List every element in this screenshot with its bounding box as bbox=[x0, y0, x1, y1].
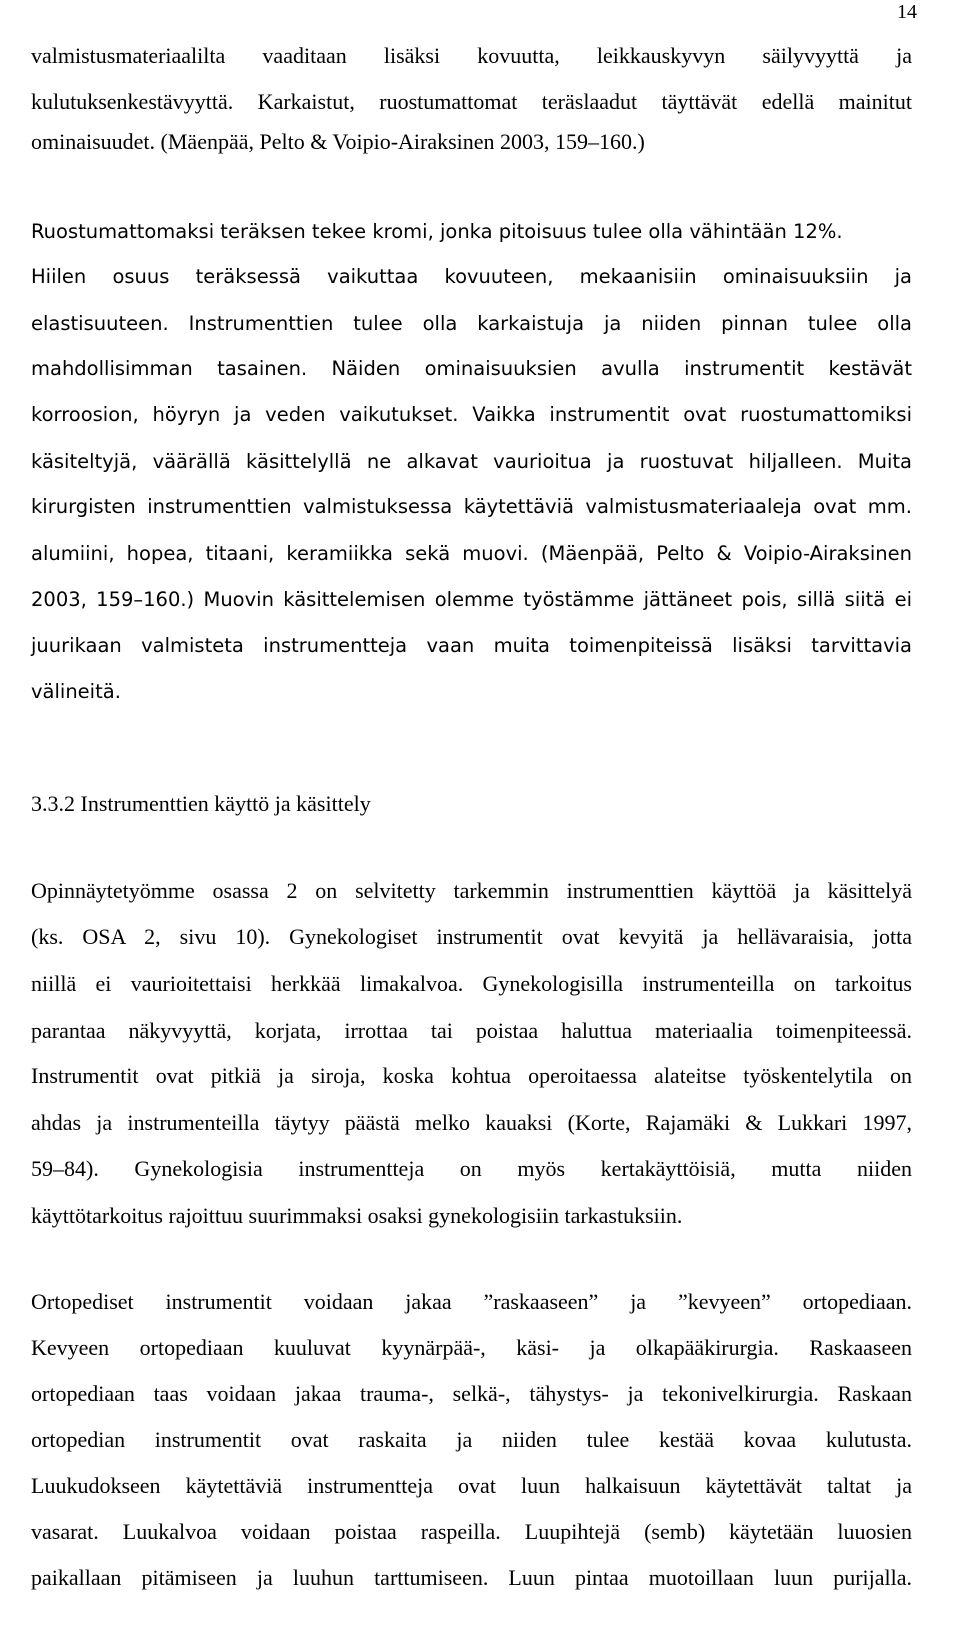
text-line: ominaisuudet. (Mäenpää, Pelto & Voipio-Airaksinen 2003, 159–160.) bbox=[31, 129, 645, 154]
text-line: Luukudokseen käytettäviä instrumentteja ovat luun halkaisuun käytettävät taltat ja bbox=[31, 1473, 912, 1498]
text-line: Hiilen osuus teräksessä vaikuttaa kovuuteen, mekaanisiin ominaisuuksiin ja bbox=[31, 265, 912, 288]
text-line: juurikaan valmisteta instrumentteja vaan muita toimenpiteissä lisäksi tarvittavia bbox=[31, 634, 912, 657]
text-line: alumiini, hopea, titaani, keramiikka sekä muovi. (Mäenpää, Pelto & Voipio-Airaksinen bbox=[31, 542, 912, 565]
text-line: ahdas ja instrumenteilla täytyy päästä melko kauaksi (Korte, Rajamäki & Lukkari 1997, bbox=[31, 1110, 912, 1135]
text-line: ortopediaan taas voidaan jakaa trauma-, selkä-, tähystys- ja tekonivelkirurgia. Raskaan bbox=[31, 1381, 912, 1406]
text-line: vasarat. Luukalvoa voidaan poistaa raspeilla. Luupihtejä (semb) käytetään luuosien bbox=[31, 1519, 912, 1544]
text-line: Opinnäytetyömme osassa 2 on selvitetty tarkemmin instrumenttien käyttöä ja käsittelyä bbox=[31, 878, 912, 903]
text-line: käsiteltyjä, väärällä käsittelyllä ne alkavat vaurioitua ja ruostuvat hiljalleen. Muita bbox=[31, 450, 912, 473]
text-line: kirurgisten instrumenttien valmistuksessa käytettäviä valmistusmateriaaleja ovat mm. bbox=[31, 495, 912, 518]
text-line: elastisuuteen. Instrumenttien tulee olla karkaistuja ja niiden pinnan tulee olla bbox=[31, 312, 912, 335]
text-line: Ortopediset instrumentit voidaan jakaa ”raskaaseen” ja ”kevyeen” ortopediaan. bbox=[31, 1289, 912, 1314]
text-line: Kevyeen ortopediaan kuuluvat kyynärpää-, käsi- ja olkapääkirurgia. Raskaaseen bbox=[31, 1335, 912, 1360]
text-line: välineitä. bbox=[31, 680, 121, 703]
text-line: kulutuksenkestävyyttä. Karkaistut, ruostumattomat teräslaadut täyttävät edellä mainitut bbox=[31, 89, 912, 114]
page-number: 14 bbox=[897, 1, 917, 23]
text-line: 59–84). Gynekologisia instrumentteja on myös kertakäyttöisiä, mutta niiden bbox=[31, 1156, 912, 1181]
text-line: niillä ei vaurioitettaisi herkkää limakalvoa. Gynekologisilla instrumenteilla on tarkoitus bbox=[31, 971, 912, 996]
text-line: (ks. OSA 2, sivu 10). Gynekologiset instrumentit ovat kevyitä ja hellävaraisia, jotta bbox=[31, 924, 912, 949]
text-line: ortopedian instrumentit ovat raskaita ja niiden tulee kestää kovaa kulutusta. bbox=[31, 1427, 912, 1452]
text-line: parantaa näkyvyyttä, korjata, irrottaa tai poistaa haluttua materiaalia toimenpiteessä. bbox=[31, 1018, 912, 1043]
text-line: Instrumentit ovat pitkiä ja siroja, koska kohtua operoitaessa alateitse työskentelytila on bbox=[31, 1063, 912, 1088]
text-line: korroosion, höyryn ja veden vaikutukset. Vaikka instrumentit ovat ruostumattomiksi bbox=[31, 403, 912, 426]
text-line: käyttötarkoitus rajoittuu suurimmaksi osaksi gynekologisiin tarkastuksiin. bbox=[31, 1203, 683, 1228]
text-line: mahdollisimman tasainen. Näiden ominaisuuksien avulla instrumentit kestävät bbox=[31, 357, 912, 380]
text-line: valmistusmateriaalilta vaaditaan lisäksi kovuutta, leikkauskyvyn säilyvyyttä ja bbox=[31, 43, 912, 68]
heading-text: 3.3.2 Instrumenttien käyttö ja käsittely bbox=[31, 791, 371, 816]
text-line: Ruostumattomaksi teräksen tekee kromi, jonka pitoisuus tulee olla vähintään 12%. bbox=[31, 220, 843, 243]
text-line: paikallaan pitämiseen ja luuhun tarttumiseen. Luun pintaa muotoillaan luun purijalla. bbox=[31, 1565, 912, 1590]
text-line: 2003, 159–160.) Muovin käsittelemisen olemme työstämme jättäneet pois, sillä siitä ei bbox=[31, 588, 912, 611]
